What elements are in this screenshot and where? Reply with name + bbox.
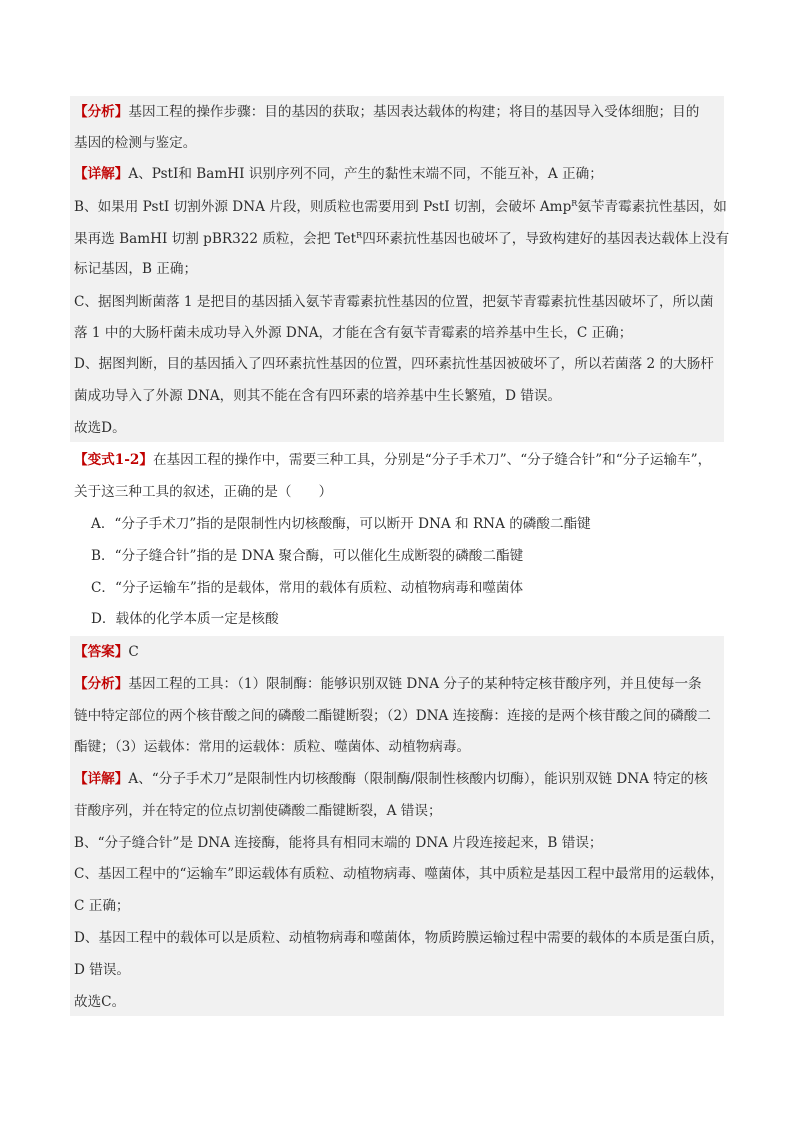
detail-line-6: D、基因工程中的载体可以是质粒、动植物病毒和噬菌体，物质跨膜运输过程中需要的载体的本质是蛋白质，: [74, 930, 724, 946]
analysis-line-1: [74, 102, 699, 122]
detail-line-4: 标记基因，B 正确；: [74, 261, 198, 277]
answer-value: C: [128, 644, 139, 660]
detail-line-1: [74, 164, 603, 184]
detail-text: A、PstI和 BamHI 识别序列不同，产生的黏性末端不同，不能互补，A 正确；: [128, 166, 603, 182]
analysis-text: 基因工程的工具：（1）限制酶：能够识别双链 DNA 分子的某种特定核苷酸序列，并且使每一条: [128, 676, 702, 692]
detail-line-7: D 错误。: [74, 962, 131, 978]
detail-line-2: [74, 197, 727, 217]
analysis-line-2: 链中特定部位的两个核苷酸之间的磷酸二酯键断裂；（2）DNA 连接酶：连接的是两个核苷酸之间的磷酸二: [74, 708, 711, 724]
analysis-tag: 【分析】: [74, 104, 129, 120]
analysis-text: 基因工程的操作步骤：目的基因的获取；基因表达载体的构建；将目的基因导入受体细胞；目的: [128, 104, 700, 120]
detail-text: 氨苄青霉素抗性基因，如: [577, 199, 727, 215]
detail-text: B、如果用 PstI 切割外源 DNA 片段，则质粒也需要用到 PstI 切割，会破坏 Amp: [74, 199, 572, 215]
analysis-line-1: [74, 674, 702, 694]
option-c: C．“分子运输车”指的是载体，常用的载体有质粒、动植物病毒和噬菌体: [91, 580, 524, 596]
answer-tag: 【答案】: [74, 644, 129, 660]
question-text: 在基因工程的操作中，需要三种工具，分别是“分子手术刀”、“分子缝合针”和“分子运输车”，: [152, 452, 712, 468]
detail-line-1: [74, 769, 708, 789]
analysis-line-2: 基因的检测与鉴定。: [74, 135, 197, 151]
detail-tag: 【详解】: [74, 166, 129, 182]
detail-line-4: C、基因工程中的“运输车”即运载体有质粒、动植物病毒、噬菌体，其中质粒是基因工程中最常用的运载体，: [74, 866, 724, 882]
detail-line-3: [74, 229, 729, 249]
analysis-tag: 【分析】: [74, 676, 129, 692]
detail-line-2: 苷酸序列，并在特定的位点切割使磷酸二酯键断裂，A 错误；: [74, 803, 442, 819]
question-line-2: 关于这三种工具的叙述，正确的是（ ）: [74, 484, 333, 500]
option-b: B．“分子缝合针”指的是 DNA 聚合酶，可以催化生成断裂的磷酸二酯键: [91, 548, 524, 564]
detail-line-7: D、据图判断，目的基因插入了四环素抗性基因的位置，四环素抗性基因被破坏了，所以若菌落 2 的大肠杆: [74, 356, 714, 372]
detail-line-5: C、据图判断菌落 1 是把目的基因插入氨苄青霉素抗性基因的位置，把氨苄青霉素抗性基因破坏了，所以菌: [74, 294, 714, 310]
option-a: A．“分子手术刀”指的是限制性内切核酸酶，可以断开 DNA 和 RNA 的磷酸二酯键: [91, 516, 591, 532]
option-d: D．载体的化学本质一定是核酸: [91, 611, 279, 627]
answer-line: [74, 642, 139, 662]
detail-line-3: B、“分子缝合针”是 DNA 连接酶，能将具有相同末端的 DNA 片段连接起来，B 错误；: [74, 835, 603, 851]
detail-line-5: C 正确；: [74, 898, 130, 914]
superscript: R: [356, 231, 363, 240]
question-tag: 【变式1-2】: [74, 452, 153, 468]
conclusion-line: 故选D。: [74, 420, 126, 436]
detail-line-8: 菌成功导入了外源 DNA，则其不能在含有四环素的培养基中生长繁殖，D 错误。: [74, 388, 562, 404]
detail-text: A、“分子手术刀”是限制性内切核酸酶（限制酶/限制性核酸内切酶），能识别双链 DNA 特定的核: [128, 771, 708, 787]
question-line-1: [74, 450, 711, 470]
superscript: R: [571, 199, 578, 208]
detail-text: 四环素抗性基因也破坏了，导致构建好的基因表达载体上没有: [362, 231, 730, 247]
conclusion-line: 故选C。: [74, 994, 126, 1010]
detail-text: 果再选 BamHI 切割 pBR322 质粒，会把 Tet: [74, 231, 357, 247]
analysis-line-3: 酯键；（3）运载体：常用的运载体：质粒、噬菌体、动植物病毒。: [74, 739, 471, 755]
detail-line-6: 落 1 中的大肠杆菌未成功导入外源 DNA，才能在含有氨苄青霉素的培养基中生长，C 正确；: [74, 325, 633, 341]
detail-tag: 【详解】: [74, 771, 129, 787]
